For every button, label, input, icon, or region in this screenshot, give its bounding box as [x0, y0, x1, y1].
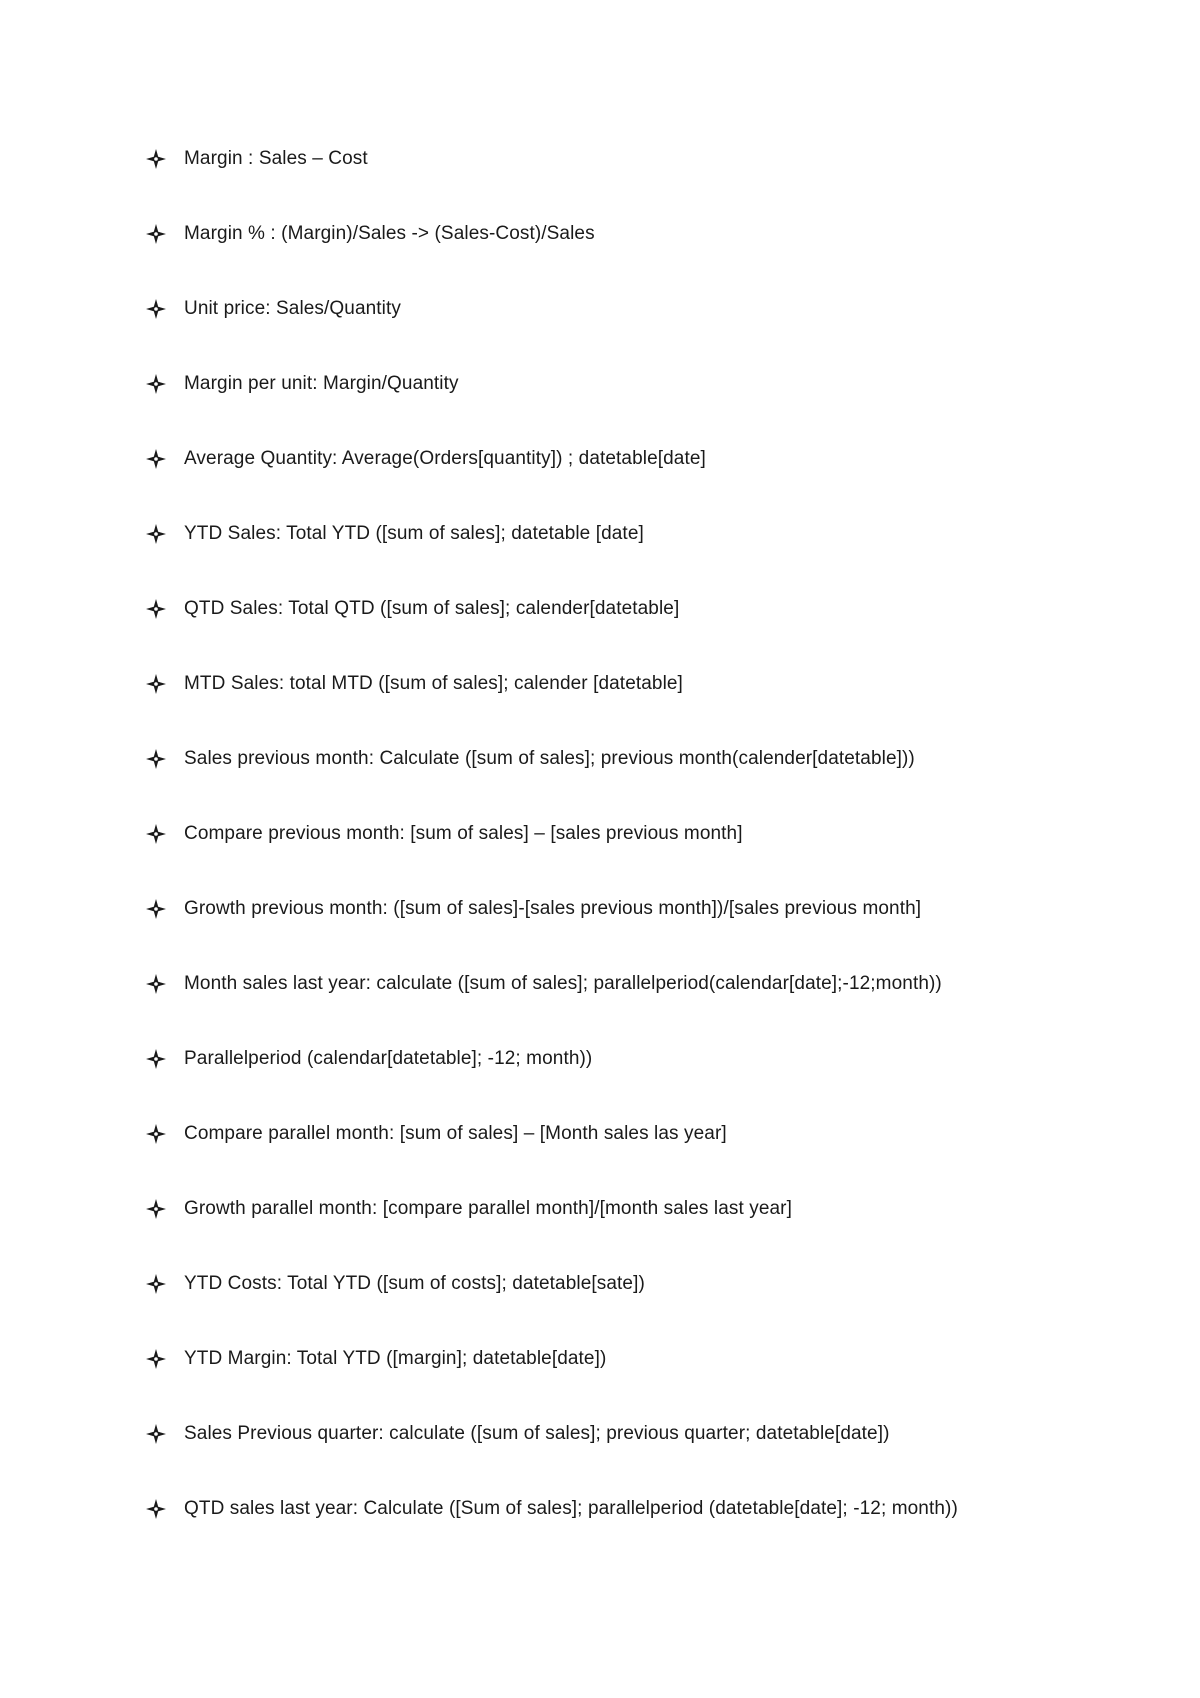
list-item-text: Growth parallel month: [compare parallel month]/[month sales last year] — [184, 1198, 792, 1219]
list-item — [146, 1196, 1146, 1271]
diamond-bullet-icon — [146, 824, 184, 844]
diamond-bullet-icon — [146, 1349, 184, 1369]
list-item — [146, 596, 1146, 671]
diamond-bullet-icon — [146, 599, 184, 619]
list-item-text: Month sales last year: calculate ([sum of sales]; parallelperiod(calendar[date];-12;month)) — [184, 973, 942, 994]
list-item-text: Sales previous month: Calculate ([sum of sales]; previous month(calender[datetable])) — [184, 748, 915, 769]
list-item — [146, 1046, 1146, 1121]
diamond-bullet-icon — [146, 1499, 184, 1519]
list-item-text: Compare previous month: [sum of sales] – [sales previous month] — [184, 823, 743, 844]
list-item-text: Growth previous month: ([sum of sales]-[sales previous month])/[sales previous month] — [184, 898, 922, 919]
list-item — [146, 1496, 1146, 1571]
diamond-bullet-icon — [146, 749, 184, 769]
list-item — [146, 521, 1146, 596]
diamond-bullet-icon — [146, 1424, 184, 1444]
list-item-text: Average Quantity: Average(Orders[quantity]) ; datetable[date] — [184, 448, 706, 469]
diamond-bullet-icon — [146, 1049, 184, 1069]
list-item-text: MTD Sales: total MTD ([sum of sales]; calender [datetable] — [184, 673, 683, 694]
list-item — [146, 1421, 1146, 1496]
list-item — [146, 1121, 1146, 1196]
list-item — [146, 1346, 1146, 1421]
diamond-bullet-icon — [146, 1124, 184, 1144]
list-item — [146, 371, 1146, 446]
diamond-bullet-icon — [146, 149, 184, 169]
list-item-text: Unit price: Sales/Quantity — [184, 298, 401, 319]
list-item-text: Margin : Sales – Cost — [184, 148, 368, 169]
list-item-text: Sales Previous quarter: calculate ([sum of sales]; previous quarter; datetable[date]) — [184, 1423, 890, 1444]
list-item — [146, 1271, 1146, 1346]
diamond-bullet-icon — [146, 674, 184, 694]
list-item-text: QTD Sales: Total QTD ([sum of sales]; calender[datetable] — [184, 598, 680, 619]
diamond-bullet-icon — [146, 449, 184, 469]
list-item-text: YTD Sales: Total YTD ([sum of sales]; datetable [date] — [184, 523, 644, 544]
formula-list — [146, 146, 1146, 1571]
list-item — [146, 746, 1146, 821]
list-item — [146, 446, 1146, 521]
list-item — [146, 821, 1146, 896]
list-item — [146, 296, 1146, 371]
list-item — [146, 671, 1146, 746]
diamond-bullet-icon — [146, 524, 184, 544]
list-item — [146, 971, 1146, 1046]
list-item-text: QTD sales last year: Calculate ([Sum of sales]; parallelperiod (datetable[date]; -12; month)) — [184, 1498, 958, 1519]
list-item-text: YTD Costs: Total YTD ([sum of costs]; datetable[sate]) — [184, 1273, 645, 1294]
diamond-bullet-icon — [146, 224, 184, 244]
diamond-bullet-icon — [146, 299, 184, 319]
list-item-text: Margin per unit: Margin/Quantity — [184, 373, 459, 394]
list-item-text: Compare parallel month: [sum of sales] – [Month sales las year] — [184, 1123, 727, 1144]
list-item — [146, 146, 1146, 221]
diamond-bullet-icon — [146, 1199, 184, 1219]
list-item — [146, 896, 1146, 971]
list-item — [146, 221, 1146, 296]
list-item-text: Margin % : (Margin)/Sales -> (Sales-Cost)/Sales — [184, 223, 595, 244]
diamond-bullet-icon — [146, 974, 184, 994]
diamond-bullet-icon — [146, 899, 184, 919]
list-item-text: YTD Margin: Total YTD ([margin]; datetable[date]) — [184, 1348, 607, 1369]
diamond-bullet-icon — [146, 1274, 184, 1294]
list-item-text: Parallelperiod (calendar[datetable]; -12; month)) — [184, 1048, 593, 1069]
diamond-bullet-icon — [146, 374, 184, 394]
